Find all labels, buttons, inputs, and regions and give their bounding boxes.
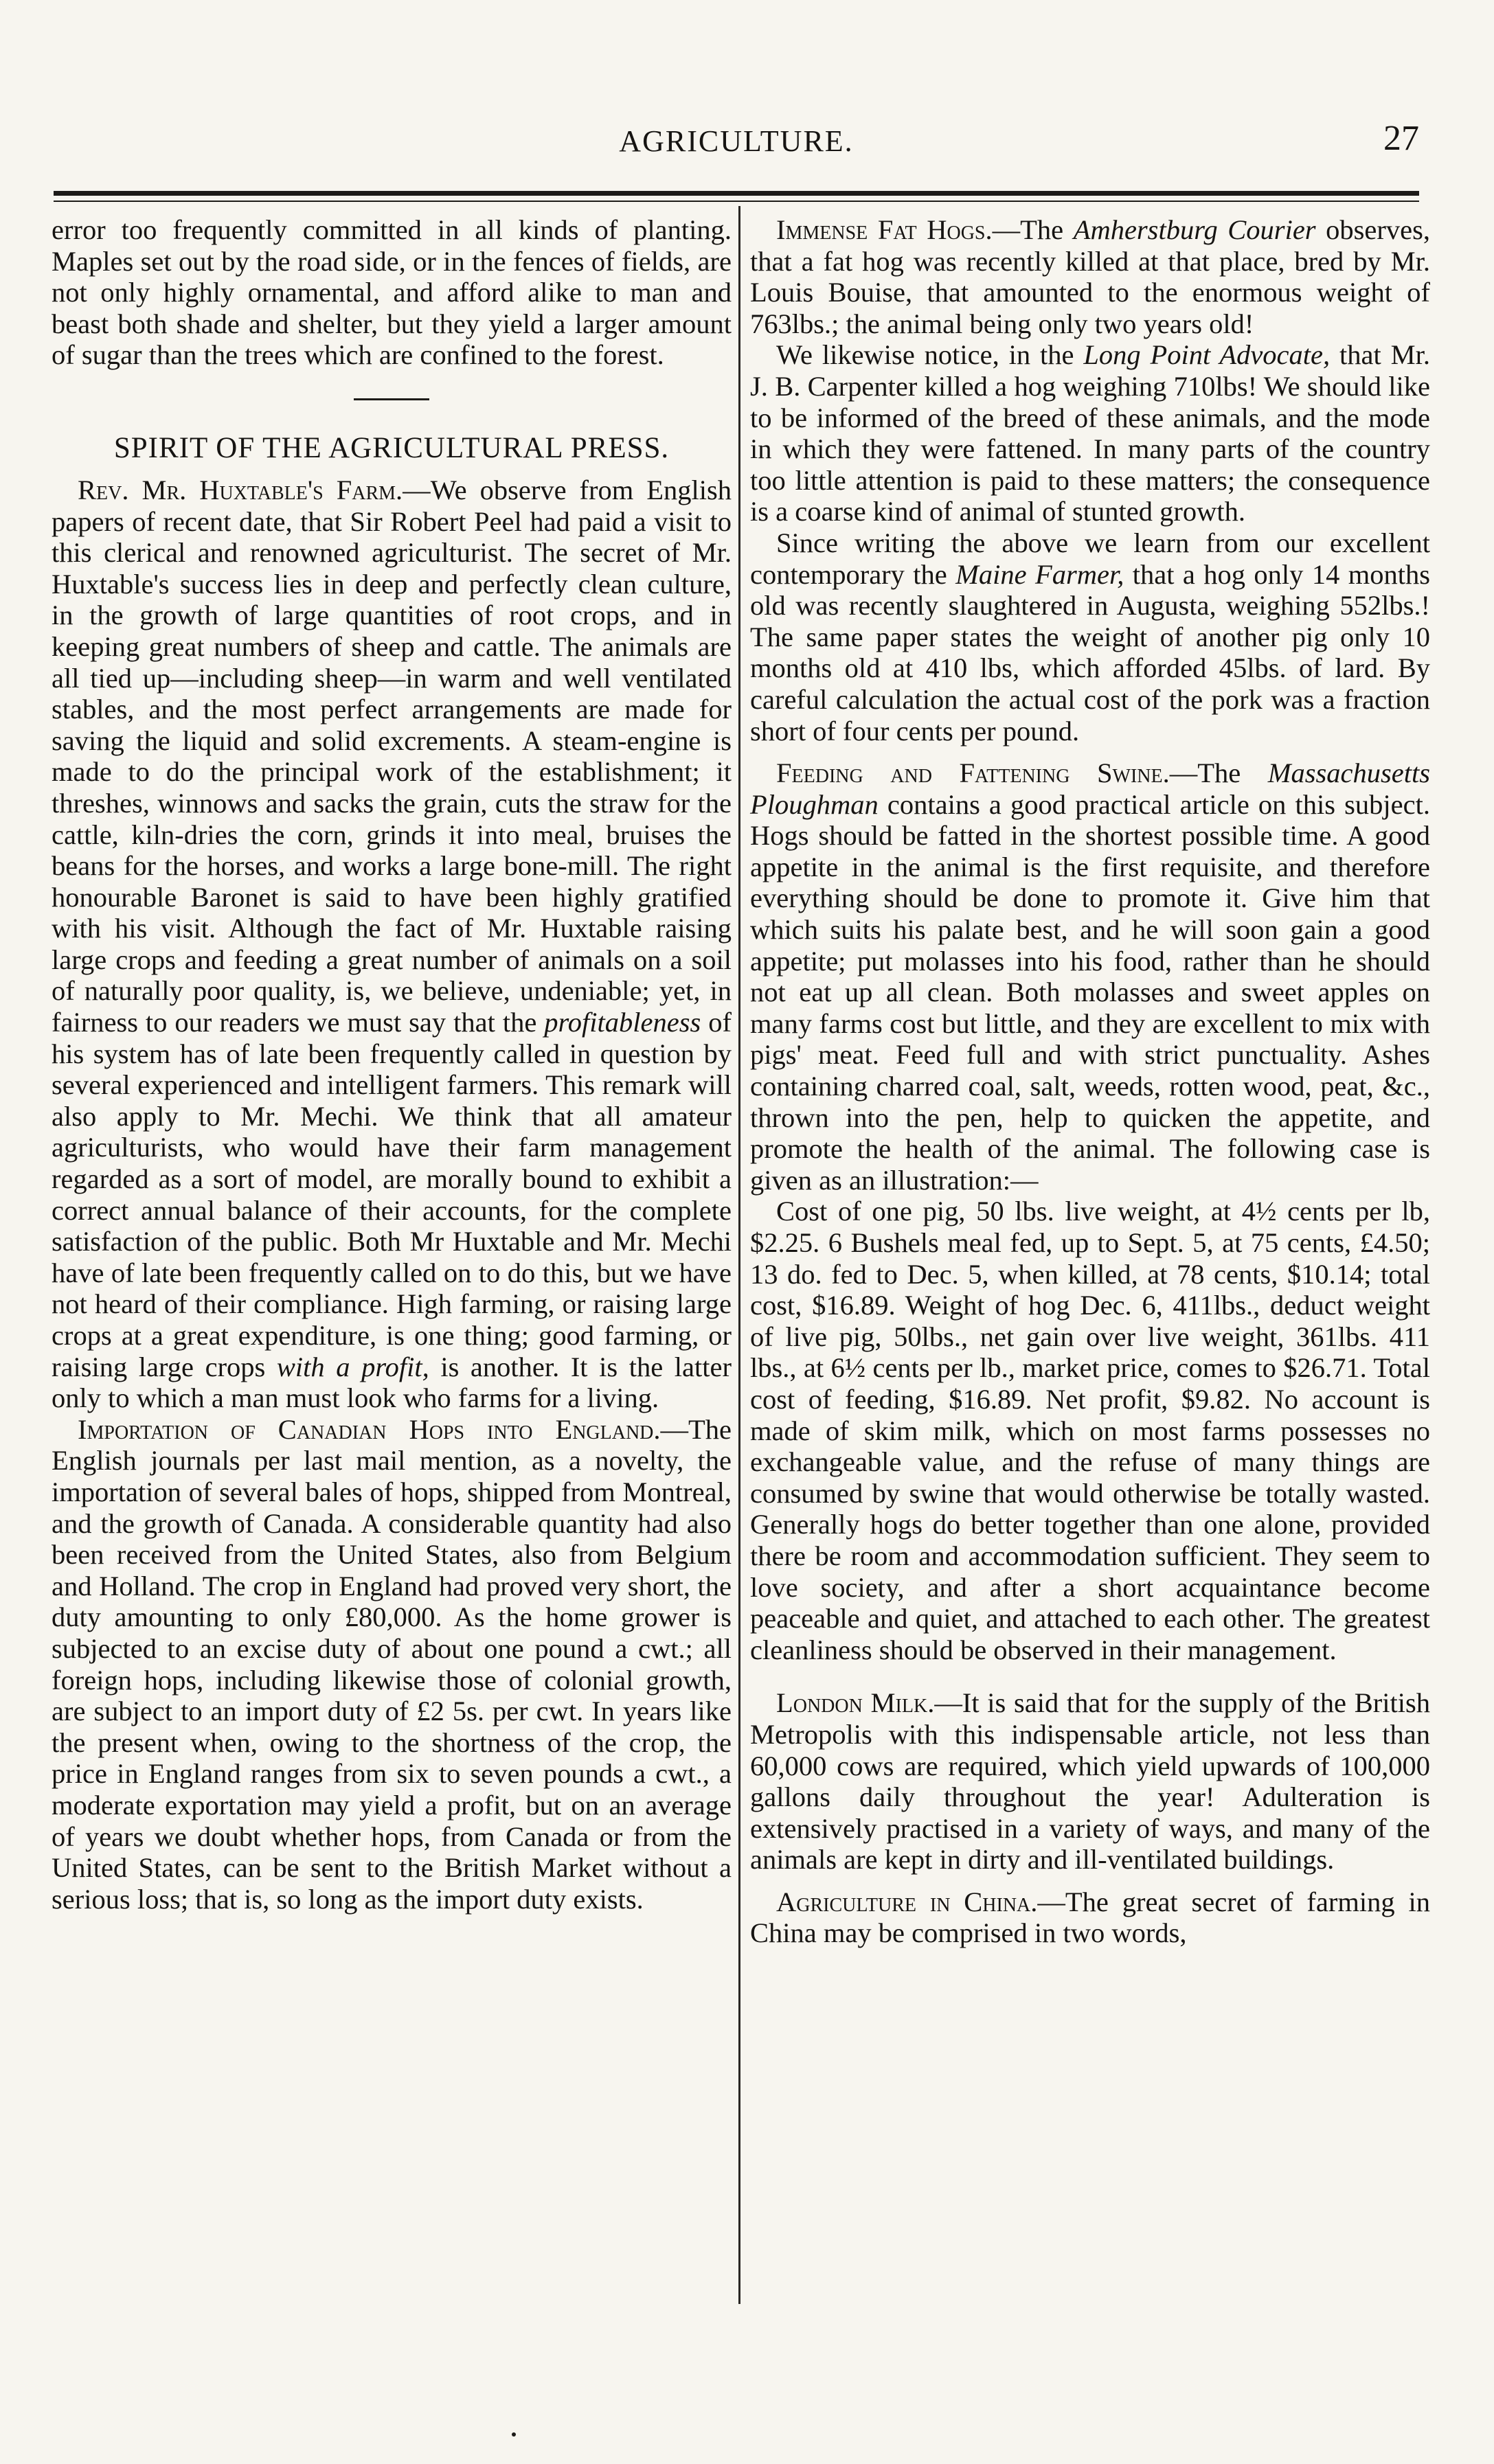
article-text: —It is said that for the supply of the British Metropolis with this indispensable article, not less than 60,000 cows are required, which yield upwards of 100,000 gallons daily throughout the year! Adulteration is extensively practised in a variety of ways, and many of the animals are kept in dirty and ill-ventilated buildings.	[750, 1687, 1430, 1875]
header-rule-thick	[54, 191, 1419, 196]
article-text: of his system has of late been frequently called in question by several experienced and intelligent farmers. This remark will also apply to Mr. Mechi. We think that all amateur agriculturists, who would have their farm management regarded as a sort of model, are morally bound to exhibit a correct annual balance of their accounts, for the complete satisfaction of the public. Both Mr Huxtable and Mr. Mechi have of late been frequently called on to do this, but we have not heard of their compliance. High farming, or raising large crops at a great expenditure, is one thing; good farming, or raising large crops	[52, 1007, 732, 1382]
left-column	[52, 214, 732, 1915]
article-text: contains a good practical article on this subject. Hogs should be fatted in the shortest possible time. A good appetite in the animal is the first requisite, and therefore everything should be done to promote it. Give him that which suits his palate best, and he will soon gain a good appetite; put molasses into his food, rather than he should not eat up all clean. Both molasses and sweet apples on many farms cost but little, and they are excellent to mix with pigs' meat. Feed full and with strict punctuality. Ashes containing charred coal, salt, weeds, rotten wood, peat, &c., thrown into the pen, help to quicken the appetite, and promote the health of the animal. The following case is given as an illustration:—	[750, 788, 1430, 1196]
newspaper-title: Massachusetts Ploughman	[750, 757, 1431, 820]
article-lead: Feeding and Fattening Swine.	[776, 757, 1170, 789]
article-paragraph	[750, 339, 1430, 527]
article-lead: London Milk.	[776, 1687, 935, 1719]
article-lead: Rev. Mr. Huxtable's Farm.	[78, 474, 403, 505]
header-rule-thin	[54, 201, 1419, 202]
article-emphasis: with a profit,	[276, 1351, 429, 1382]
page-number: 27	[1383, 119, 1419, 158]
article-text: that Mr. J. B. Carpenter killed a hog weighing 710lbs! We should like to be informed of the breed of these animals, and the mode in which they were fattened. In many parts of the country too little attention is paid to these matters; the consequence is a coarse kind of animal of stunted growth.	[750, 339, 1430, 527]
article-hops	[52, 1414, 732, 1915]
article-text: Since writing the above we learn from our excellent contemporary the	[750, 527, 1430, 590]
column-divider	[738, 206, 740, 2304]
article-text: is another. It is the latter only to which a man must look who farms for a living.	[52, 1351, 732, 1414]
newspaper-title: Long Point Advocate,	[1083, 339, 1331, 371]
article-text: We likewise notice, in the	[776, 339, 1084, 371]
right-column	[750, 214, 1430, 1949]
article-paragraph: Cost of one pig, 50 lbs. live weight, at 4½ cents per lb, $2.25. 6 Bushels meal fed, up to Sept. 5, at 75 cents, £4.50; 13 do. fed to Dec. 5, when killed, at 78 cents, $10.14; total cost, $16.89. Weight of hog Dec. 6, 411lbs., deduct weight of live pig, 50lbs., net gain over live weight, 361lbs. 411 lbs., at 6½ cents per lb., market price, comes to $26.71. Total cost of feeding, $16.89. Net profit, $9.82. No account is made of skim milk, which on most farms possesses no exchangeable value, and the refuse of many things are consumed by swine that would otherwise be totally wasted. Generally hogs do better together than one alone, provided there be room and accommodation sufficient. They seem to love society, and after a short acquaintance become peaceable and quiet, and attached to each other. The greatest cleanliness should be observed in their management.	[750, 1196, 1430, 1665]
article-china	[750, 1886, 1430, 1949]
article-text: —The great secret of farming in China may be comprised in two words,	[750, 1886, 1431, 1949]
spacer	[750, 1875, 1430, 1886]
printer-mark	[512, 2432, 516, 2437]
article-text: that a hog only 14 months old was recently slaughtered in Augusta, weighing 552lbs.! The same paper states the weight of another pig only 10 months old at 410 lbs, which afforded 45lbs. of lard. By careful calculation the actual cost of the pork was a fraction short of four cents per pound.	[750, 558, 1430, 746]
running-head: AGRICULTURE.	[619, 124, 854, 158]
section-heading: SPIRIT OF THE AGRICULTURAL PRESS.	[113, 431, 670, 464]
article-london-milk	[750, 1687, 1430, 1875]
article-text: —The	[992, 214, 1074, 245]
article-emphasis: profitableness	[544, 1007, 701, 1038]
article-lead: Immense Fat Hogs.	[776, 214, 993, 245]
article-paragraph	[750, 527, 1430, 746]
article-text: —We observe from English papers of recent date, that Sir Robert Peel had paid a visit to this clerical and renowned agriculturist. The secret of Mr. Huxtable's success lies in deep and perfectly clean culture, in the growth of large quantities of root crops, and in keeping great numbers of sheep and cattle. The animals are all tied up—including sheep—in warm and well ventilated stables, and the most perfect arrangements are made for saving the liquid and solid excrements. A steam-engine is made to do the principal work of the establishment; it threshes, winnows and sacks the grain, cuts the straw for the cattle, kiln-dries the corn, grinds it into meal, bruises the beans for the horses, and works a large bone-mill. The right honourable Baronet is said to have been highly gratified with his visit. Although the fact of Mr. Huxtable raising large crops and feeding a great number of animals on a soil of naturally poor quality, is, we believe, undeniable; yet, in fairness to our readers we must say that the	[52, 474, 732, 1038]
article-lead: Importation of Canadian Hops into England.	[78, 1413, 661, 1445]
page-header	[54, 119, 1419, 172]
article-swine	[750, 757, 1430, 1196]
newspaper-title: Amherstburg Courier	[1073, 214, 1316, 245]
article-text: —The English journals per last mail mention, as a novelty, the importation of several bales of hops, shipped from Montreal, and the growth of Canada. A considerable quantity had also been received from the United States, also from Belgium and Holland. The crop in England had proved very short, the duty amounting to only £80,000. As the home grower is subjected to an excise duty of about one pound a cwt.; all foreign hops, including likewise those of colonial growth, are subject to an import duty of £2 5s. per cwt. In years like the present when, owing to the shortness of the crop, the price in England ranges from six to seven pounds a cwt., a moderate exportation may yield a profit, but on an average of years we doubt whether hops, from Canada or from the United States, can be sent to the British Market without a serious loss; that is, so long as the import duty exists.	[52, 1413, 732, 1915]
intro-paragraph: error too frequently committed in all kinds of planting. Maples set out by the road side, or in the fences of fields, are not only highly ornamental, and afford alike to man and beast both shade and shelter, but they yield a larger amount of sugar than the trees which are confined to the forest.	[52, 214, 732, 371]
article-text: observes, that a fat hog was recently killed at that place, bred by Mr. Louis Bouise, that amounted to the enormous weight of 763lbs.; the animal being only two years old!	[750, 214, 1430, 339]
article-fat-hogs	[750, 214, 1430, 339]
article-text: —The	[1169, 757, 1268, 789]
article-huxtable	[52, 475, 732, 1414]
article-lead: Agriculture in China.	[776, 1886, 1038, 1917]
newspaper-title: Maine Farmer,	[955, 558, 1124, 590]
section-divider	[354, 398, 429, 400]
spacer	[750, 746, 1430, 757]
spacer	[750, 1665, 1430, 1687]
